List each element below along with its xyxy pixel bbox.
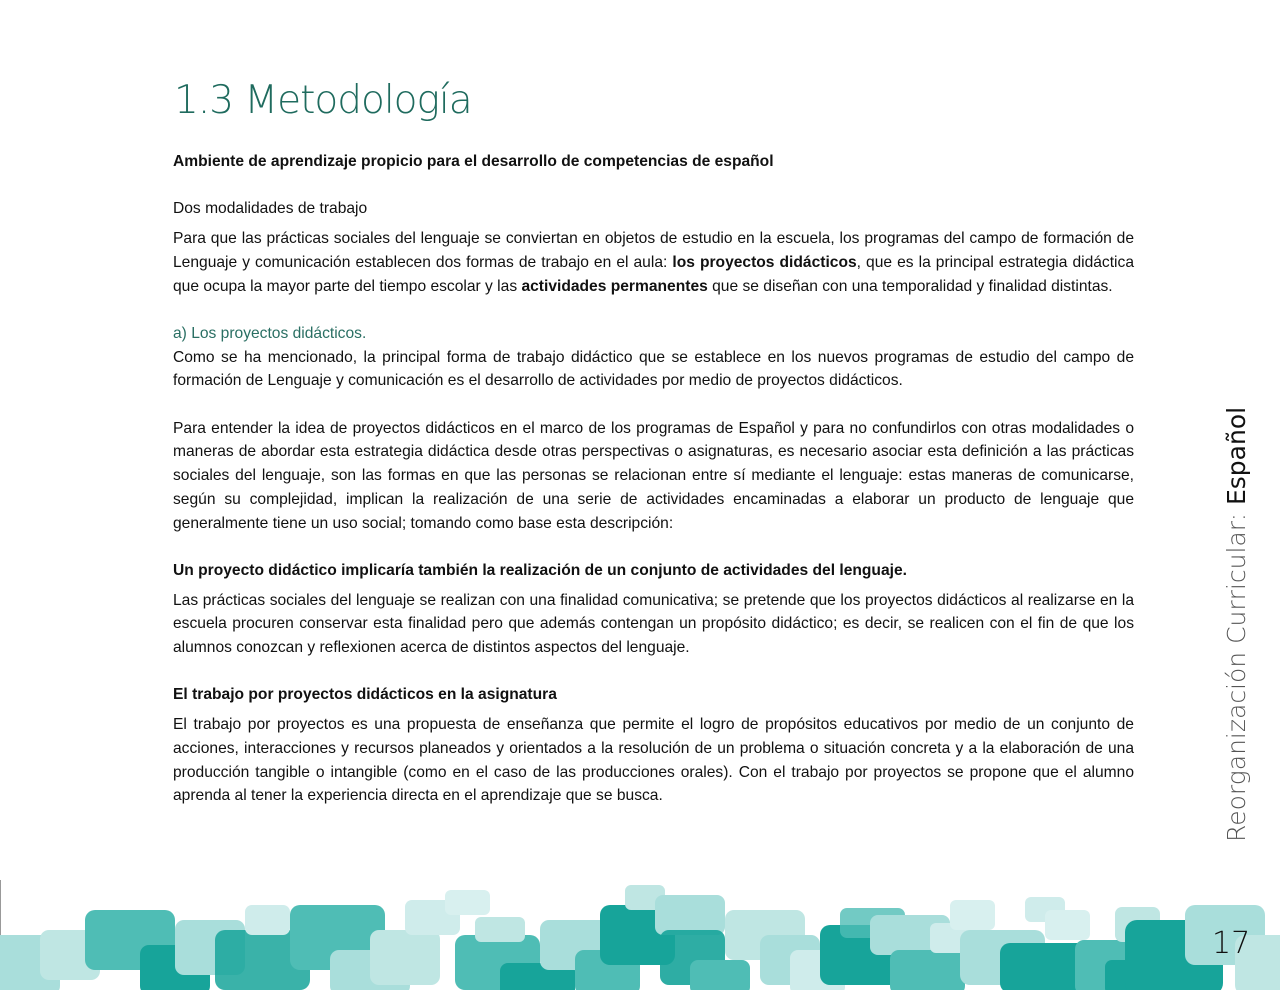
section-heading-trabajo: El trabajo por proyectos didácticos en la asignatura bbox=[173, 686, 557, 704]
page-title: 1.3 Metodología bbox=[174, 78, 472, 123]
decorative-squares bbox=[0, 885, 1280, 990]
sidebar-subject: Español bbox=[1222, 406, 1251, 506]
paragraph-mencionado: Como se ha mencionado, la principal forma de trabajo didáctico que se establece en los nuevos programas de estudio del campo de formación de Lenguaje y comunicación es el desarrollo de actividades por medio de proyectos didácticos. bbox=[173, 348, 1134, 390]
section-heading-ambiente: Ambiente de aprendizaje propicio para el desarrollo de competencias de español bbox=[173, 153, 774, 170]
paragraph-practicas: Las prácticas sociales del lenguaje se realizan con una finalidad comunicativa; se pretende que los proyectos didácticos al realizarse en la escuela procuren conservar esta finalidad pero que además contengan un propósito didáctico; es decir, se realicen con el fin de que los alumnos conozcan y reflexionen acerca de distintos aspectos del lenguaje. bbox=[173, 591, 1134, 656]
paragraph-intro-part2: , que es la principal estrategia didáctica que ocupa la mayor parte del tiempo escolar y las bbox=[173, 253, 1134, 295]
paragraph-entender: Para entender la idea de proyectos didácticos en el marco de los programas de Español y para no confundirlos con otras modalidades o maneras de abordar esta estrategia didáctica desde otras perspectivas o asignaturas, es necesario asociar esta definición a las prácticas sociales del lenguaje, son las formas en que las personas se relacionan entre sí mediante el lenguaje: estas maneras de comunicarse, según su complejidad, implican la realización de una serie de actividades encaminadas a elaborar un producto de lenguaje que generalmente tiene un uso social; tomando como base esta descripción: bbox=[173, 419, 1134, 532]
sidebar-running-title bbox=[1222, 407, 1251, 842]
section-heading-proyecto: Un proyecto didáctico implicaría también la realización de un conjunto de actividades del lenguaje. bbox=[173, 561, 907, 579]
term-proyectos-didacticos: los proyectos didácticos bbox=[672, 253, 857, 271]
sidebar-prefix: Reorganización Curricular: bbox=[1222, 505, 1251, 842]
decorative-squares-band bbox=[0, 875, 1280, 990]
paragraph-intro-part3: que se diseñan con una temporalidad y finalidad distintas. bbox=[707, 277, 1113, 295]
paragraph-intro bbox=[173, 227, 1134, 298]
subheading-modalidades: Dos modalidades de trabajo bbox=[173, 200, 368, 218]
paragraph-intro-part1: Para que las prácticas sociales del lenguaje se conviertan en objetos de estudio en la escuela, los programas del campo de formación de Lenguaje y comunicación establecen dos formas de trabajo en el aula: bbox=[173, 230, 1134, 271]
subheading-proyectos: a) Los proyectos didácticos. bbox=[173, 324, 367, 342]
paragraph-trabajo: El trabajo por proyectos es una propuesta de enseñanza que permite el logro de propósitos educativos por medio de un conjunto de acciones, interacciones y recursos planeados y orientados a la resolución de un problema o situación concreta y a la elaboración de una producción tangible o intangible (como en el caso de las producciones orales). Con el trabajo por proyectos se propone que el alumno aprenda al tener la experiencia directa en el aprendizaje que se busca. bbox=[173, 716, 1134, 805]
term-actividades-permanentes: actividades permanentes bbox=[521, 277, 708, 295]
main-content bbox=[173, 150, 1134, 808]
page-number: 17 bbox=[1212, 926, 1251, 961]
